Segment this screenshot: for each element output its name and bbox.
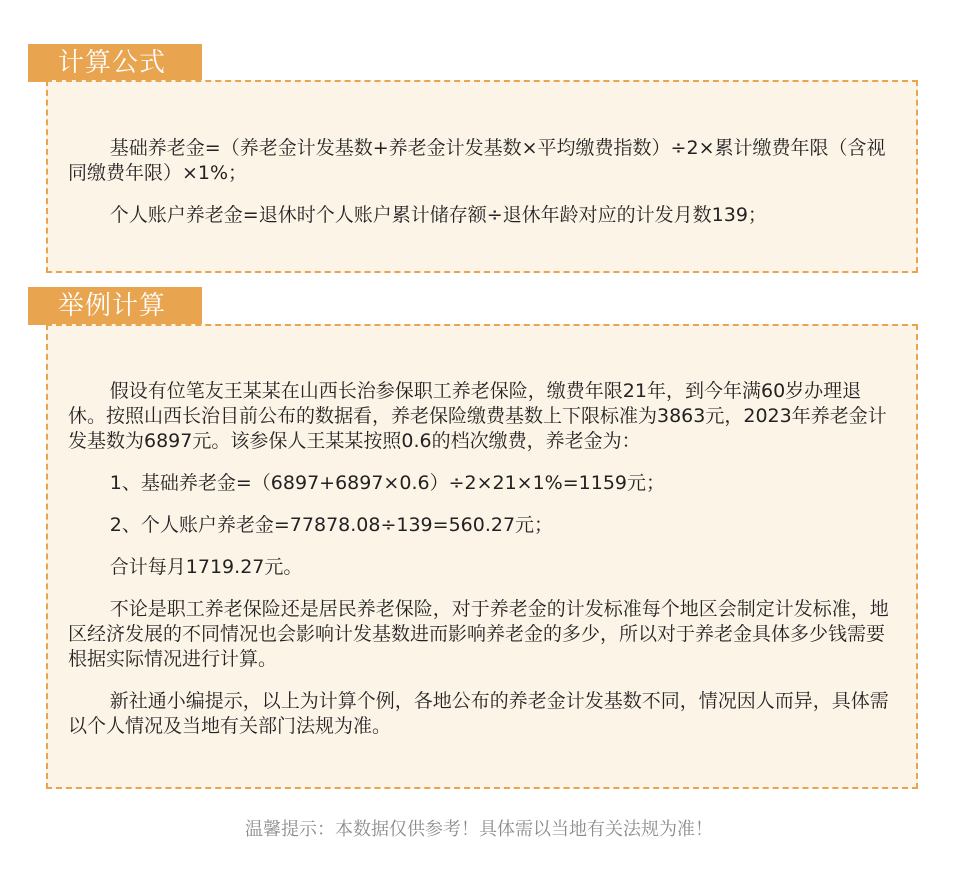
formula-box [46, 80, 918, 273]
editor-tip: 新社通小编提示，以上为计算个例，各地公布的养老金计发基数不同，情况因人而异，具体需以个人情况及当地有关部门法规为准。 [68, 690, 889, 737]
example-total: 合计每月1719.27元。 [109, 556, 303, 578]
formula-personal-account: 个人账户养老金=退休时个人账户累计储存额÷退休年龄对应的计发月数139； [109, 204, 767, 226]
example-step-1: 1、基础养老金=（6897+6897×0.6）÷2×21×1%=1159元； [109, 472, 666, 494]
example-step-2: 2、个人账户养老金=77878.08÷139=560.27元； [109, 514, 554, 536]
section-title-formula: 计算公式 [28, 44, 202, 82]
example-note: 不论是职工养老保险还是居民养老保险，对于养老金的计发标准每个地区会制定计发标准，地区经济发展的不同情况也会影响计发基数进而影响养老金的多少，所以对于养老金具体多少钱需要根据实际情况进行计算。 [68, 598, 889, 670]
example-intro: 假设有位笔友王某某在山西长治参保职工养老保险，缴费年限21年，到今年满60岁办理退休。按照山西长治目前公布的数据看，养老保险缴费基数上下限标准为3863元，2023年养老金计发基数为6897元。该参保人王某某按照0.6的档次缴费，养老金为： [68, 380, 887, 452]
footer-tip: 温馨提示：本数据仅供参考！具体需以当地有关法规为准！ [245, 819, 713, 840]
example-box [46, 324, 918, 789]
section-title-example: 举例计算 [28, 287, 202, 325]
formula-basic-pension: 基础养老金=（养老金计发基数+养老金计发基数×平均缴费指数）÷2×累计缴费年限（含视同缴费年限）×1%； [68, 137, 886, 184]
